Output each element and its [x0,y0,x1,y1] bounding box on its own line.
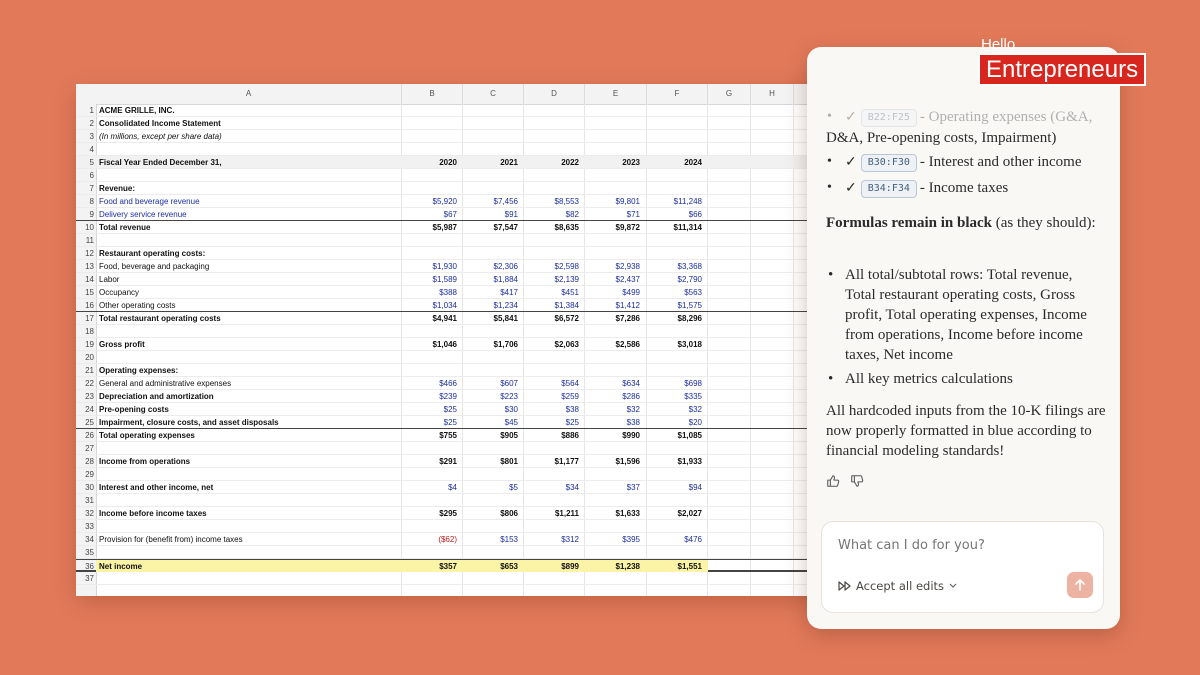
table-row[interactable] [76,455,836,468]
row-label-cell[interactable]: Interest and other income, net [99,483,214,492]
value-cell[interactable]: $1,238 [615,562,640,571]
row-number[interactable]: 18 [85,327,94,336]
value-cell[interactable]: $1,633 [615,509,640,518]
value-cell[interactable]: $990 [622,431,640,440]
checkmark-icon: ✓ [845,110,857,125]
table-row[interactable] [76,286,836,299]
column-header-bar [76,84,836,105]
row-number[interactable]: 15 [85,288,94,297]
row-label-cell[interactable] [99,572,399,585]
value-cell[interactable]: $91 [504,210,518,219]
value-cell[interactable]: $7,456 [493,197,518,206]
table-row[interactable] [76,559,836,572]
accept-all-edits-button[interactable]: Accept all edits [838,579,958,593]
value-cell[interactable]: $1,384 [554,301,579,310]
value-cell[interactable]: $1,412 [615,301,640,310]
value-cell[interactable]: $755 [439,431,457,440]
table-row[interactable] [76,156,836,169]
value-cell[interactable]: $886 [561,431,579,440]
value-cell[interactable]: 2022 [561,158,579,167]
value-cell[interactable]: $653 [500,562,518,571]
row-label-cell[interactable]: Impairment, closure costs, and asset disposals [99,418,279,427]
value-cell[interactable]: $25 [443,405,457,414]
column-header-b[interactable]: B [402,84,463,104]
value-cell[interactable]: $5,841 [493,314,518,323]
value-cell[interactable]: $1,034 [432,301,457,310]
value-cell[interactable]: $1,933 [677,457,702,466]
table-row[interactable] [76,234,836,247]
value-cell[interactable]: $357 [439,562,457,571]
table-row[interactable] [76,364,836,377]
value-cell[interactable]: $1,234 [493,301,518,310]
value-cell[interactable]: $45 [504,418,518,427]
row-label-cell[interactable]: (In millions, except per share data) [99,132,222,141]
table-row[interactable] [76,429,836,442]
row-number[interactable]: 35 [85,548,94,557]
value-cell[interactable]: $32 [626,405,640,414]
table-row[interactable] [76,195,836,208]
value-cell[interactable]: $806 [500,509,518,518]
row-label-cell[interactable]: Pre-opening costs [99,405,169,414]
value-cell[interactable]: $66 [688,210,702,219]
value-cell[interactable]: $8,553 [554,197,579,206]
value-cell[interactable]: $1,930 [432,262,457,271]
checkmark-icon: ✓ [845,181,857,196]
value-cell[interactable]: $801 [500,457,518,466]
value-cell[interactable]: $4 [448,483,457,492]
table-row[interactable] [76,403,836,416]
table-row[interactable] [76,494,836,507]
row-label-cell[interactable] [99,234,399,247]
table-row[interactable] [76,221,836,234]
value-cell[interactable]: $1,211 [554,509,579,518]
row-number[interactable]: 34 [85,535,94,544]
value-cell[interactable]: $32 [688,405,702,414]
value-cell[interactable]: $11,314 [673,223,702,232]
row-number[interactable]: 19 [85,340,94,349]
table-row[interactable] [76,260,836,273]
value-cell[interactable]: 2021 [500,158,518,167]
list-item: • All key metrics calculations [828,371,1013,387]
column-header-f[interactable]: F [647,84,708,104]
row-label-cell[interactable]: Labor [99,275,120,284]
spreadsheet-window [76,84,836,596]
row-number[interactable]: 14 [85,275,94,284]
row-label-cell[interactable] [99,351,399,364]
table-row[interactable] [76,377,836,390]
value-cell[interactable]: $25 [443,418,457,427]
value-cell[interactable]: $8,635 [554,223,579,232]
row-number[interactable]: 30 [85,483,94,492]
row-label-cell[interactable]: Net income [99,562,143,571]
value-cell[interactable]: $286 [622,392,640,401]
table-row[interactable] [76,481,836,494]
table-row[interactable] [76,390,836,403]
value-cell[interactable]: $1,551 [677,562,702,571]
row-number[interactable]: 3 [89,132,94,141]
value-cell[interactable]: ($62) [438,535,457,544]
cell-range-chip[interactable]: B34:F34 [861,180,917,198]
value-cell[interactable]: $38 [626,418,640,427]
table-row[interactable] [76,130,836,143]
column-header-c[interactable]: C [463,84,524,104]
value-cell[interactable]: $295 [439,509,457,518]
row-label-cell[interactable]: Food and beverage revenue [99,197,200,206]
table-row[interactable] [76,182,836,195]
row-label-cell[interactable]: Food, beverage and packaging [99,262,210,271]
table-row[interactable] [76,468,836,481]
row-number[interactable]: 29 [85,470,94,479]
table-row[interactable] [76,533,836,546]
value-cell[interactable]: $7,286 [615,314,640,323]
row-label-cell[interactable]: Other operating costs [99,301,176,310]
row-number[interactable]: 8 [89,197,94,206]
row-number[interactable]: 32 [85,509,94,518]
assistant-chat-panel: • ✓ B22:F25 - Operating expenses (G&A, D&A, Pre-opening costs, Impairment) • ✓ B30:F30 - Interest and other income • ✓ B34:F34 - Income taxes Formulas remain in black (as they should): • All total/subtotal rows: Total revenue, Total restaurant operating costs, Gross profit, Total operating expenses, Income from operations, Income before income taxes, Net income • All key metrics calculations All hardcoded inputs from the 10-K filings are now properly formatted in blue according to financial modeling standards! What can I do for you? Accept all edits [807,47,1120,629]
row-label-cell[interactable]: Depreciation and amortization [99,392,214,401]
column-header-h[interactable]: H [751,84,794,104]
value-cell[interactable]: $2,586 [615,340,640,349]
row-number[interactable]: 26 [85,431,94,440]
brand-watermark [978,36,1168,90]
row-label-cell[interactable] [99,520,399,533]
value-cell[interactable]: $1,589 [432,275,457,284]
value-cell[interactable]: $2,437 [615,275,640,284]
row-label-cell[interactable] [99,143,399,156]
value-cell[interactable]: $25 [565,418,579,427]
value-cell[interactable]: $30 [504,405,518,414]
row-label-cell[interactable]: Consolidated Income Statement [99,119,221,128]
value-cell[interactable]: $1,046 [432,340,457,349]
row-number[interactable]: 12 [85,249,94,258]
value-cell[interactable]: $1,706 [493,340,518,349]
table-row[interactable] [76,117,836,130]
row-number[interactable]: 1 [89,106,94,115]
row-label-cell[interactable]: Restaurant operating costs: [99,249,206,258]
value-cell[interactable]: $607 [500,379,518,388]
row-number[interactable]: 22 [85,379,94,388]
table-row[interactable] [76,351,836,364]
row-label-cell[interactable]: Income from operations [99,457,191,466]
table-row[interactable] [76,572,836,585]
cell-range-chip[interactable]: B30:F30 [861,154,917,172]
table-row[interactable] [76,442,836,455]
value-cell[interactable]: $564 [561,379,579,388]
row-label-cell[interactable] [99,494,399,507]
value-cell[interactable]: $7,547 [493,223,518,232]
table-row[interactable] [76,143,836,156]
row-number[interactable]: 21 [85,366,94,375]
table-row[interactable] [76,104,836,117]
value-cell[interactable]: $1,575 [677,301,702,310]
row-number[interactable]: 7 [89,184,94,193]
column-header-g[interactable]: G [708,84,751,104]
chat-composer [821,521,1104,613]
value-cell[interactable]: $1,177 [554,457,579,466]
list-item: • All total/subtotal rows: Total revenue, Total restaurant operating costs, Gross profit, Total operating expenses, Income from operations, Income before income taxes, Net income [828,267,1087,363]
cell-range-chip[interactable]: B22:F25 [861,109,917,127]
value-cell[interactable]: $2,938 [615,262,640,271]
value-cell[interactable]: $34 [565,483,579,492]
table-row[interactable] [76,520,836,533]
value-cell[interactable]: 2023 [622,158,640,167]
row-label-cell[interactable]: Operating expenses: [99,366,179,375]
value-cell[interactable]: $2,306 [493,262,518,271]
value-cell[interactable]: $335 [684,392,702,401]
row-number[interactable]: 23 [85,392,94,401]
column-header-a[interactable]: A [96,84,402,104]
row-label-cell[interactable]: Delivery service revenue [99,210,187,219]
row-label-cell[interactable]: Total operating expenses [99,431,195,440]
value-cell[interactable]: $9,801 [615,197,640,206]
value-cell[interactable]: $82 [565,210,579,219]
table-row[interactable] [76,416,836,429]
row-label-cell[interactable] [99,442,399,455]
row-label-cell[interactable]: General and administrative expenses [99,379,232,388]
row-number[interactable]: 28 [85,457,94,466]
value-cell[interactable]: $5,987 [432,223,457,232]
arrow-up-icon [1074,579,1086,591]
row-label-cell[interactable] [99,325,399,338]
value-cell[interactable]: $4,941 [432,314,457,323]
table-row[interactable] [76,338,836,351]
value-cell[interactable]: $899 [561,562,579,571]
row-label-cell[interactable] [99,468,399,481]
value-cell[interactable]: $563 [684,288,702,297]
checkmark-icon: ✓ [845,155,857,170]
bullet-continuation: D&A, Pre-opening costs, Impairment) [826,130,1057,146]
table-row[interactable] [76,325,836,338]
value-cell[interactable]: $153 [500,535,518,544]
row-number[interactable]: 10 [85,223,94,232]
column-header-d[interactable]: D [524,84,585,104]
value-cell[interactable]: $388 [439,288,457,297]
value-cell[interactable]: $417 [500,288,518,297]
formulas-paragraph: Formulas remain in black (as they should): [826,215,1096,231]
table-row[interactable] [76,208,836,221]
row-label-cell[interactable]: Provision for (benefit from) income taxes [99,535,243,544]
row-label-cell[interactable]: Total restaurant operating costs [99,314,221,323]
chevron-down-icon [948,582,958,590]
value-cell[interactable]: 2024 [684,158,702,167]
row-number[interactable]: 25 [85,418,94,427]
table-row[interactable] [76,169,836,182]
value-cell[interactable]: $67 [443,210,457,219]
table-row[interactable] [76,273,836,286]
column-header-e[interactable]: E [585,84,647,104]
watermark-brand: Entrepreneurs [978,53,1146,86]
value-cell[interactable]: $3,368 [677,262,702,271]
thumbs-up-icon[interactable] [826,474,840,488]
value-cell[interactable]: $451 [561,288,579,297]
row-number[interactable]: 31 [85,496,94,505]
chat-input[interactable] [838,538,1088,553]
table-row[interactable] [76,546,836,559]
value-cell[interactable]: 2020 [439,158,457,167]
row-number[interactable]: 17 [85,314,94,323]
value-cell[interactable]: $312 [561,535,579,544]
value-cell[interactable]: $11,248 [673,197,702,206]
value-cell[interactable]: $905 [500,431,518,440]
row-number[interactable]: 33 [85,522,94,531]
table-row[interactable] [76,507,836,520]
value-cell[interactable]: $2,027 [677,509,702,518]
value-cell[interactable]: $634 [622,379,640,388]
row-label-cell[interactable]: Total revenue [99,223,151,232]
watermark-hello: Hello [981,36,1016,53]
row-number[interactable]: 20 [85,353,94,362]
closing-paragraph: All hardcoded inputs from the 10-K filings are now properly formatted in blue according to financial modeling standards! [826,403,1106,459]
row-number[interactable]: 37 [85,574,94,583]
value-cell[interactable]: $94 [688,483,702,492]
value-cell[interactable]: $5 [509,483,518,492]
row-number[interactable]: 27 [85,444,94,453]
value-cell[interactable]: $71 [626,210,640,219]
formulas-list [826,265,1104,389]
row-number[interactable]: 16 [85,301,94,310]
row-number[interactable]: 13 [85,262,94,271]
value-cell[interactable]: $223 [500,392,518,401]
value-cell[interactable]: $2,598 [554,262,579,271]
row-label-cell[interactable]: Gross profit [99,340,145,349]
value-cell[interactable]: $20 [688,418,702,427]
row-number[interactable]: 36 [85,562,94,571]
row-number[interactable]: 4 [89,145,94,154]
fast-forward-icon [838,581,852,591]
row-label-cell[interactable] [99,546,399,559]
table-row[interactable] [76,299,836,312]
value-cell[interactable]: $259 [561,392,579,401]
value-cell[interactable]: $6,572 [554,314,579,323]
row-label-cell[interactable] [99,169,399,182]
value-cell[interactable]: $1,085 [677,431,702,440]
value-cell[interactable]: $5,920 [432,197,457,206]
row-label-cell[interactable]: ACME GRILLE, INC. [99,106,175,115]
row-label-cell[interactable]: Fiscal Year Ended December 31, [99,158,222,167]
row-number[interactable]: 24 [85,405,94,414]
row-label-cell[interactable]: Occupancy [99,288,140,297]
row-label-cell[interactable]: Revenue: [99,184,136,193]
value-cell[interactable]: $291 [439,457,457,466]
value-cell[interactable]: $3,018 [677,340,702,349]
value-cell[interactable]: $239 [439,392,457,401]
table-row[interactable] [76,247,836,260]
thumbs-down-icon[interactable] [850,474,864,488]
send-button[interactable] [1067,572,1093,598]
value-cell[interactable]: $2,139 [554,275,579,284]
row-number[interactable]: 9 [89,210,94,219]
row-number[interactable]: 6 [89,171,94,180]
value-cell[interactable]: $395 [622,535,640,544]
row-number[interactable]: 5 [89,158,94,167]
value-cell[interactable]: $1,884 [493,275,518,284]
value-cell[interactable]: $37 [626,483,640,492]
value-cell[interactable]: $476 [684,535,702,544]
row-number[interactable]: 2 [89,119,94,128]
value-cell[interactable]: $1,596 [615,457,640,466]
value-cell[interactable]: $698 [684,379,702,388]
value-cell[interactable]: $499 [622,288,640,297]
value-cell[interactable]: $8,296 [677,314,702,323]
value-cell[interactable]: $9,872 [615,223,640,232]
row-number[interactable]: 11 [85,236,94,245]
row-label-cell[interactable]: Income before income taxes [99,509,207,518]
value-cell[interactable]: $466 [439,379,457,388]
value-cell[interactable]: $2,063 [554,340,579,349]
value-cell[interactable]: $38 [565,405,579,414]
table-row[interactable] [76,312,836,325]
value-cell[interactable]: $2,790 [677,275,702,284]
